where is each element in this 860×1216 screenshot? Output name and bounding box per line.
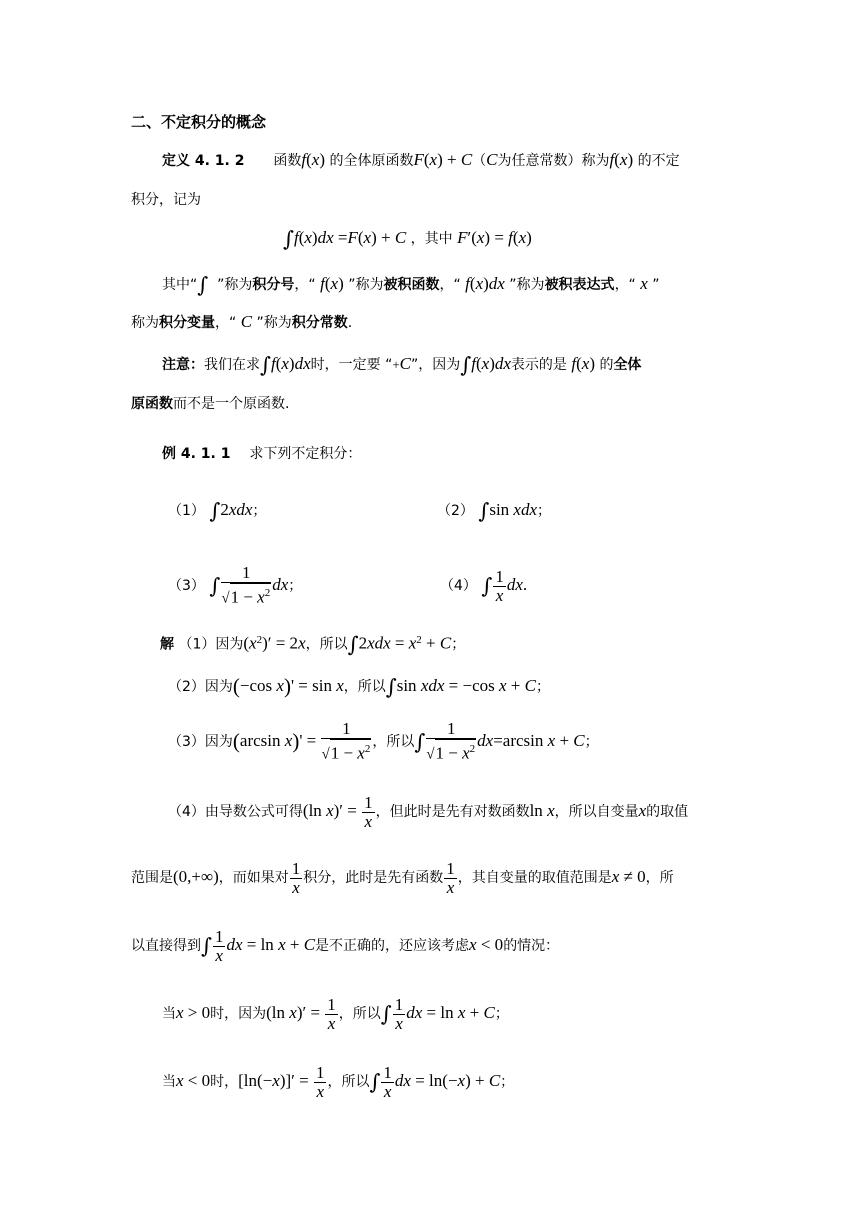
definition-label: 定义 4. 1. 2	[162, 153, 245, 169]
solution-text: 积分，此时是先有函数	[303, 870, 444, 886]
definition-formula: ∫f(x)dx =F(x) + C ，其中 F′(x) = f(x)	[283, 227, 532, 251]
solution-text: 以直接得到	[131, 938, 201, 954]
punct: ；	[537, 503, 552, 519]
solution-text: 的情况：	[503, 938, 560, 954]
example-item-1: （1） ∫2xdx；	[168, 499, 267, 523]
note-text: ”，因为	[411, 357, 461, 373]
terms-line-1: 其中“∫ ”称为积分号，“ f(x) ”称为被积函数，“ f(x)dx ”称为被积表达式，“ x ”	[162, 273, 660, 297]
note-text: 我们在求	[204, 357, 260, 373]
solution-text: 的取值	[646, 804, 689, 820]
punct: ；	[494, 1006, 509, 1022]
terms-text: ，“	[215, 315, 237, 331]
term-integral-sign: 积分号	[252, 277, 295, 293]
terms-text: ”称为	[509, 277, 545, 293]
terms-text: .	[347, 315, 353, 331]
punct: ；	[288, 578, 303, 594]
punct: ；	[252, 503, 267, 519]
terms-text: ”称为	[348, 277, 384, 293]
note-bold: 全体	[613, 357, 642, 373]
terms-text: 称为	[131, 315, 159, 331]
item-number: （2）	[437, 503, 474, 519]
definition-text: 为任意常数）称为	[497, 153, 610, 169]
note-text: 时，一定要 “	[310, 357, 393, 373]
solution-text: （4）由导数公式可得	[168, 804, 303, 820]
definition-text: 函数	[273, 153, 302, 169]
solution-text: ，所	[645, 870, 674, 886]
solution-text: （3）因为	[168, 734, 233, 750]
punct: ；	[500, 1074, 515, 1090]
note-label: 注意：	[162, 357, 204, 373]
terms-text: 其中“	[162, 277, 198, 293]
math: f	[301, 150, 307, 169]
term-variable: 积分变量	[159, 315, 215, 331]
definition-text: 的不定	[637, 153, 680, 169]
solution-text: ，其自变量的取值范围是	[457, 870, 612, 886]
solution-text: ，所以	[372, 734, 415, 750]
note-text: 的	[599, 357, 614, 373]
term-constant: 积分常数	[291, 315, 348, 331]
terms-text: ，“	[294, 277, 316, 293]
terms-text: ”称为	[256, 315, 292, 331]
solution-4-line-2: 范围是(0,+∞)，而如果对 $\frac{1}{x}$ 积分，此时是先有函数 $\frac{1}{x}$ ，其自变量的取值范围是x ≠ 0，所	[131, 858, 674, 897]
terms-text: ，“	[439, 277, 461, 293]
solution-text: 范围是	[131, 870, 173, 886]
punct: ；	[535, 679, 550, 695]
solution-case-negative: 当x < 0时，[ln(−x)]′ = $\frac{1}{x}$ ，所以∫ $\frac{1}{x}$ dx = ln(−x) + C；	[162, 1062, 515, 1101]
punct: ；	[451, 636, 466, 653]
terms-line-2: 称为积分变量，“ C ”称为积分常数.	[131, 312, 353, 331]
item-number: （1）	[168, 503, 205, 519]
solution-text: ，所以	[343, 679, 386, 695]
formula-text: ，其中	[410, 231, 453, 247]
definition-line-2: 积分，记为	[131, 192, 201, 208]
solution-text: （2）因为	[168, 679, 233, 695]
note-text: 而不是一个原函数.	[173, 396, 290, 412]
example-heading	[162, 444, 361, 464]
solution-text: 当	[162, 1006, 176, 1022]
example-item-2: （2） ∫sin xdx；	[437, 499, 552, 523]
solution-text: 当	[162, 1074, 176, 1090]
solution-text: ，所以	[305, 636, 348, 653]
solution-text: 时，因为	[210, 1006, 267, 1022]
solution-text: ，但此时是先有对数函数	[375, 804, 530, 820]
example-item-4: （4） ∫ $\frac{1}{x}$ dx.	[440, 566, 528, 605]
solution-text: 时，	[210, 1074, 239, 1090]
solution-case-positive: 当x > 0时，因为(ln x)′ = $\frac{1}{x}$ ，所以∫ $\frac{1}{x}$ dx = ln x + C；	[162, 994, 509, 1033]
solution-1: 解 （1）因为$(x^2)' = 2x$，所以$\int 2xdx = x^2 + C$；	[160, 632, 466, 657]
note-text: 表示的是	[510, 357, 567, 373]
definition-line-1: 定义 4. 1. 2 函数f(x) 的全体原函数F(x) + C（C为任意常数）称为f(x) 的不定	[162, 150, 680, 169]
solution-label: 解	[160, 636, 174, 653]
solution-text: ，所以自变量	[554, 804, 639, 820]
punct: ；	[584, 734, 599, 750]
solution-4-line-3: 以直接得到∫ $\frac{1}{x}$ dx = ln x + C是不正确的，还应该考虑x < 0的情况：	[131, 926, 560, 965]
section-title: 二、不定积分的概念	[131, 113, 267, 131]
item-number: （3）	[168, 578, 205, 594]
solution-4-line-1: （4）由导数公式可得(ln x)′ = $\frac{1}{x}$ ，但此时是先有对数函数ln x，所以自变量x的取值	[168, 792, 689, 831]
example-label: 例 4. 1. 1	[162, 446, 231, 462]
term-integrand: 被积函数	[383, 277, 440, 293]
solution-text: ，所以	[327, 1074, 370, 1090]
solution-text: ，而如果对	[218, 870, 289, 886]
solution-text: 是不正确的，还应该考虑	[315, 938, 470, 954]
terms-text: ，“	[614, 277, 636, 293]
definition-text: 的全体原函数	[329, 153, 414, 169]
example-item-3: （3） ∫ $\frac{1}{√1 - x^2}$ dx；	[168, 563, 303, 607]
solution-text: ，所以	[338, 1006, 381, 1022]
term-expression: 被积表达式	[544, 277, 615, 293]
definition-text: （	[472, 153, 487, 169]
solution-text: （1）因为	[178, 636, 244, 653]
note-line-1: 注意：我们在求∫f(x)dx时，一定要 “+C”，因为∫f(x)dx表示的是 f(x) 的全体	[162, 353, 642, 377]
note-bold: 原函数	[131, 396, 173, 412]
terms-text: ”称为	[217, 277, 253, 293]
solution-2: （2）因为(−cos x)' = sin x，所以∫sin xdx = −cos x + C；	[168, 674, 550, 699]
note-line-2	[131, 394, 289, 414]
terms-text: ”	[652, 277, 660, 293]
item-number: （4）	[440, 578, 477, 594]
example-text: 求下列不定积分：	[249, 446, 362, 462]
solution-3: （3）因为(arcsin x)' = $\frac{1}{√1 - x^2}$ ，所以∫ $\frac{1}{√1 - x^2}$ dx=arcsin x + C；	[168, 719, 599, 763]
punct: .	[522, 575, 528, 594]
